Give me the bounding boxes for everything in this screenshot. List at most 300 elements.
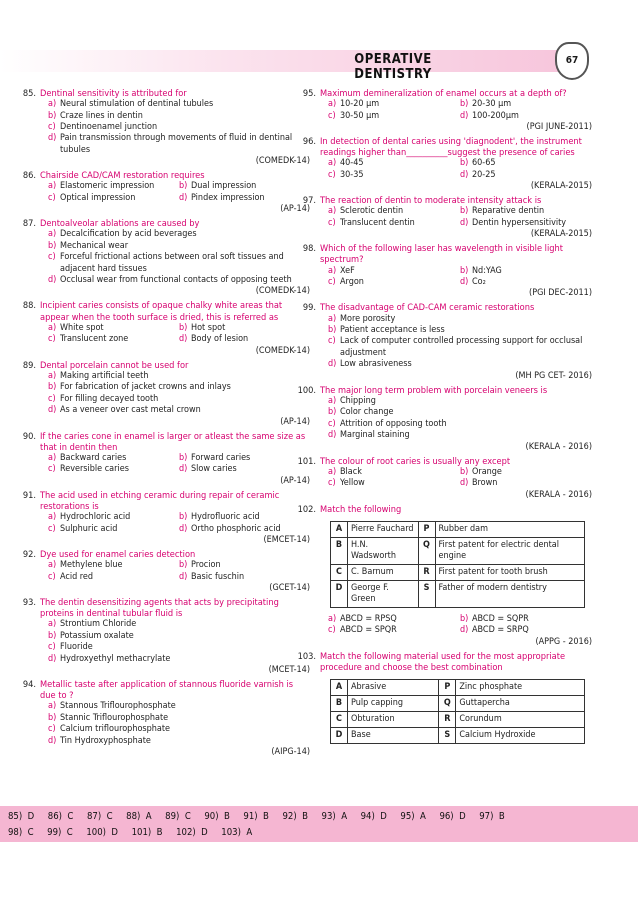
option xyxy=(48,572,179,583)
question-item xyxy=(22,218,310,297)
match-cell: B xyxy=(331,695,348,711)
option-text: Chipping xyxy=(340,395,376,406)
option xyxy=(48,654,310,665)
option xyxy=(48,512,179,523)
question-item xyxy=(22,489,310,546)
match-row xyxy=(331,564,585,580)
option xyxy=(460,467,592,478)
option xyxy=(48,642,310,653)
option xyxy=(460,478,592,489)
option-text: Pindex impression xyxy=(191,192,265,203)
option-letter: a) xyxy=(48,619,57,630)
option xyxy=(48,560,179,571)
option-letter: d) xyxy=(460,277,469,288)
question-number: 101. xyxy=(297,455,316,467)
question-source: (KERALA-2015) xyxy=(530,229,592,240)
options xyxy=(48,371,310,417)
option xyxy=(48,405,310,416)
option xyxy=(179,334,310,345)
option xyxy=(328,359,592,370)
options xyxy=(328,614,592,637)
option xyxy=(460,111,592,122)
option-text: ABCD = SQPR xyxy=(472,613,529,624)
option-text: Forceful frictional actions between oral soft tissues and adjacent hard tissues xyxy=(60,252,284,274)
question-text: Match the following xyxy=(320,503,402,515)
question-item xyxy=(22,88,310,167)
question-source: (COMEDK-14) xyxy=(255,345,310,356)
option-letter: b) xyxy=(328,325,337,336)
option-letter: d) xyxy=(179,571,188,582)
question-number: 102. xyxy=(297,503,316,515)
question-item xyxy=(22,548,310,594)
option-text: Hot spot xyxy=(191,322,226,333)
question-text: Incipient caries consists of opaque chalky white areas that appear when the tooth surface is dried, this is referred as xyxy=(40,300,283,323)
question-text: Chairside CAD/CAM restoration requires xyxy=(40,170,205,182)
option xyxy=(179,181,310,192)
option-letter: a) xyxy=(328,395,337,406)
option xyxy=(460,266,592,277)
option-row xyxy=(328,218,592,229)
question-source: (AP-14) xyxy=(280,475,310,486)
question-text: Maximum demineralization of enamel occurs at a depth of? xyxy=(320,88,567,99)
options xyxy=(328,467,592,490)
option-text: Hydroxyethyl methacrylate xyxy=(60,653,171,664)
header-bar xyxy=(0,50,560,72)
option xyxy=(48,619,310,630)
option xyxy=(48,99,310,110)
option-text: For fabrication of jacket crowns and inlays xyxy=(60,382,231,393)
option-letter: a) xyxy=(328,206,337,217)
question-text: The acid used in etching ceramic during repair of ceramic restorations is xyxy=(40,489,280,512)
question-text: Dye used for enamel caries detection xyxy=(40,548,196,560)
question-number: 90. xyxy=(22,430,36,442)
option-text: Argon xyxy=(340,277,364,288)
option-letter: b) xyxy=(179,512,188,523)
option-letter: b) xyxy=(179,452,188,463)
option-letter: b) xyxy=(460,466,469,477)
question-source: (COMEDK-14) xyxy=(255,286,310,297)
option-letter: a) xyxy=(48,181,57,192)
option-letter: c) xyxy=(48,571,56,582)
option-letter: b) xyxy=(179,560,188,571)
option-row xyxy=(48,572,310,583)
question-source: (AIPG-14) xyxy=(271,747,310,758)
match-cell: Abrasive xyxy=(348,679,439,695)
question-number: 96. xyxy=(302,136,316,148)
option-text: Slow caries xyxy=(191,464,237,475)
question-source: (KERALA-2015) xyxy=(530,181,592,192)
question-text: In detection of dental caries using 'diagnodent', the instrument readings higher than__________suggest the presence of caries xyxy=(320,136,582,159)
option-text: Yellow xyxy=(340,478,365,489)
question-number: 99. xyxy=(302,302,316,314)
match-cell: Base xyxy=(348,727,439,743)
option-row xyxy=(328,99,592,110)
question-text: The disadvantage of CAD-CAM ceramic restorations xyxy=(320,302,535,314)
match-cell: Corundum xyxy=(456,711,585,727)
option-letter: a) xyxy=(328,158,337,169)
options xyxy=(48,99,310,156)
option-text: Dentinoenamel junction xyxy=(60,122,158,133)
match-cell: C xyxy=(331,711,348,727)
option xyxy=(48,524,179,535)
option-letter: d) xyxy=(48,133,57,144)
options xyxy=(48,560,310,583)
option-letter: c) xyxy=(48,642,56,653)
option-text: 30-35 xyxy=(340,169,364,180)
option-letter: a) xyxy=(48,512,57,523)
option-text: Brown xyxy=(472,478,498,489)
option xyxy=(328,614,460,625)
option-letter: a) xyxy=(328,466,337,477)
question-item xyxy=(22,300,310,356)
option-text: Hydrochloric acid xyxy=(60,512,131,523)
option-text: Orange xyxy=(472,466,502,477)
match-cell: Pierre Fauchard xyxy=(348,521,419,537)
option-text: Calcium triflourophosphate xyxy=(60,724,171,735)
options xyxy=(48,619,310,665)
match-cell: A xyxy=(331,679,348,695)
option xyxy=(460,277,592,288)
option-text: Backward caries xyxy=(60,452,127,463)
option-text: Co₂ xyxy=(472,277,486,288)
option-letter: d) xyxy=(328,359,337,370)
option-row xyxy=(48,560,310,571)
option-text: Procion xyxy=(191,560,221,571)
match-cell: B xyxy=(331,537,348,564)
option-text: Body of lesion xyxy=(191,334,249,345)
option xyxy=(48,275,310,286)
option xyxy=(328,396,592,407)
question-item xyxy=(297,384,592,453)
option xyxy=(328,158,460,169)
question-item xyxy=(302,302,592,381)
question-text: The reaction of dentin to moderate intensity attack is xyxy=(320,195,542,207)
question-item xyxy=(297,503,592,648)
option-letter: d) xyxy=(48,275,57,286)
question-source: (EMCET-14) xyxy=(263,534,310,545)
question-text: Match the following material used for the most appropriate procedure and choose the best combination xyxy=(320,650,566,673)
option-letter: c) xyxy=(328,478,336,489)
option-row xyxy=(328,206,592,217)
options xyxy=(48,323,310,346)
option-text: Fluoride xyxy=(60,642,93,653)
right-column xyxy=(297,88,592,750)
question-number: 94. xyxy=(22,679,36,691)
question-number: 95. xyxy=(302,88,316,99)
left-column xyxy=(22,88,310,761)
option-letter: d) xyxy=(460,217,469,228)
question-number: 86. xyxy=(22,170,36,182)
match-cell: Q xyxy=(418,537,435,564)
question-text: Dental porcelain cannot be used for xyxy=(40,359,189,371)
option-text: Dentin hypersensitivity xyxy=(472,217,567,228)
option-text: Neural stimulation of dentinal tubules xyxy=(60,99,214,110)
option-letter: c) xyxy=(48,334,56,345)
option-letter: a) xyxy=(328,265,337,276)
question-item xyxy=(302,88,592,133)
option xyxy=(179,560,310,571)
options xyxy=(48,181,310,204)
match-cell: P xyxy=(439,679,456,695)
match-table xyxy=(330,521,585,608)
options xyxy=(328,396,592,442)
question-item xyxy=(22,359,310,428)
option xyxy=(460,218,592,229)
match-table xyxy=(330,679,585,744)
option-letter: c) xyxy=(328,625,336,636)
option-letter: a) xyxy=(48,560,57,571)
question-number: 89. xyxy=(22,359,36,371)
option-text: Reparative dentin xyxy=(472,206,545,217)
question-text: The dentin desensitizing agents that acts by precipitating proteins in dentinal tubular fluid is xyxy=(40,596,279,620)
option xyxy=(48,631,310,642)
option-text: 20-30 µm xyxy=(472,99,512,110)
question-item xyxy=(302,136,592,192)
match-cell: Rubber dam xyxy=(435,521,585,537)
option-letter: d) xyxy=(460,478,469,489)
question-item xyxy=(302,195,592,240)
option-row xyxy=(48,181,310,192)
option xyxy=(328,336,592,359)
option-text: Low abrasiveness xyxy=(340,359,412,370)
option-letter: a) xyxy=(48,322,57,333)
option xyxy=(179,572,310,583)
option xyxy=(328,218,460,229)
question-text: The colour of root caries is usually any except xyxy=(320,455,511,467)
option-text: ABCD = SRPQ xyxy=(472,625,529,636)
option xyxy=(460,99,592,110)
option xyxy=(48,111,310,122)
option-text: Sclerotic dentin xyxy=(340,206,404,217)
option-text: ABCD = SPQR xyxy=(340,625,397,636)
option-letter: b) xyxy=(48,630,57,641)
option-text: XeF xyxy=(340,265,355,276)
option xyxy=(48,229,310,240)
option-letter: c) xyxy=(328,418,336,429)
option-text: Patient acceptance is less xyxy=(340,325,445,336)
option-row xyxy=(328,478,592,489)
option-letter: b) xyxy=(460,99,469,110)
option xyxy=(328,407,592,418)
match-cell: D xyxy=(331,727,348,743)
match-cell: Zinc phosphate xyxy=(456,679,585,695)
question-number: 103. xyxy=(297,650,316,662)
option-letter: c) xyxy=(328,336,336,347)
options xyxy=(48,512,310,535)
option xyxy=(48,122,310,133)
options xyxy=(48,701,310,747)
question-source: (KERALA - 2016) xyxy=(525,489,592,500)
option-text: Occlusal wear from functional contacts of opposing teeth xyxy=(60,275,292,286)
match-cell: Calcium Hydroxide xyxy=(456,727,585,743)
option-letter: c) xyxy=(48,192,56,203)
options xyxy=(328,206,592,229)
option-letter: c) xyxy=(328,169,336,180)
option-text: Stannic Triflourophosphate xyxy=(60,712,169,723)
question-number: 98. xyxy=(302,243,316,255)
option xyxy=(48,464,179,475)
option-row xyxy=(48,512,310,523)
option-row xyxy=(328,625,592,636)
option-letter: b) xyxy=(48,110,57,121)
question-number: 97. xyxy=(302,195,316,207)
match-cell: R xyxy=(439,711,456,727)
option-letter: b) xyxy=(460,206,469,217)
option xyxy=(328,277,460,288)
question-number: 100. xyxy=(297,384,316,396)
option-text: Optical impression xyxy=(60,192,136,203)
question-source: (GCET-14) xyxy=(269,582,310,593)
option-text: White spot xyxy=(60,322,104,333)
option-text: Nd:YAG xyxy=(472,265,502,276)
option-letter: c) xyxy=(48,523,56,534)
answer-row-2: 98) C 99) C 100) D 101) B 102) D 103) A xyxy=(8,827,253,838)
question-number: 88. xyxy=(22,300,36,312)
option-text: Strontium Chloride xyxy=(60,619,137,630)
question-item xyxy=(22,430,310,487)
option xyxy=(328,266,460,277)
option-letter: a) xyxy=(328,313,337,324)
option-letter: d) xyxy=(179,334,188,345)
option-row xyxy=(48,524,310,535)
option xyxy=(48,736,310,747)
match-cell: Pulp capping xyxy=(348,695,439,711)
match-cell: First patent for tooth brush xyxy=(435,564,585,580)
option-text: Marginal staining xyxy=(340,430,410,441)
option xyxy=(460,625,592,636)
option-text: 30-50 µm xyxy=(340,110,380,121)
question-source: (MCET-14) xyxy=(268,665,310,676)
option-letter: b) xyxy=(179,322,188,333)
option-text: Making artificial teeth xyxy=(60,370,149,381)
option xyxy=(328,478,460,489)
option-letter: b) xyxy=(48,382,57,393)
option-text: 10-20 µm xyxy=(340,99,380,110)
question-text: The major long term problem with porcelain veneers is xyxy=(320,384,548,396)
option-row xyxy=(328,614,592,625)
match-cell: S xyxy=(439,727,456,743)
option-row xyxy=(48,453,310,464)
option-text: Black xyxy=(340,466,362,477)
match-cell: R xyxy=(418,564,435,580)
match-row xyxy=(331,727,585,743)
question-text: Which of the following laser has wavelength in visible light spectrum? xyxy=(320,243,563,266)
option-letter: a) xyxy=(48,701,57,712)
option-text: Elastomeric impression xyxy=(60,181,155,192)
option-letter: d) xyxy=(179,523,188,534)
question-item xyxy=(297,650,592,744)
option xyxy=(328,467,460,478)
option-row xyxy=(328,111,592,122)
option xyxy=(48,382,310,393)
question-number: 87. xyxy=(22,218,36,230)
option xyxy=(48,133,310,156)
option-letter: c) xyxy=(48,724,56,735)
option-text: Mechanical wear xyxy=(60,240,129,251)
option-text: Forward caries xyxy=(191,452,251,463)
option-letter: d) xyxy=(460,169,469,180)
option-row xyxy=(48,193,310,204)
option-text: Craze lines in dentin xyxy=(60,110,143,121)
option-letter: b) xyxy=(179,181,188,192)
question-text: Dentinal sensitivity is attributed for xyxy=(40,88,187,99)
option xyxy=(460,614,592,625)
option-text: Attrition of opposing tooth xyxy=(340,418,447,429)
option-letter: b) xyxy=(460,158,469,169)
options xyxy=(48,453,310,476)
option-letter: c) xyxy=(328,217,336,228)
question-number: 93. xyxy=(22,596,36,608)
question-item xyxy=(22,170,310,215)
option xyxy=(328,99,460,110)
answer-key xyxy=(0,806,638,842)
option-letter: b) xyxy=(460,265,469,276)
question-source: (AP-14) xyxy=(280,204,310,215)
option xyxy=(48,193,179,204)
question-text: If the caries cone in enamel is larger or atleast the same size as that in dentin then xyxy=(40,430,306,453)
option-letter: a) xyxy=(328,613,337,624)
option xyxy=(48,241,310,252)
option-letter: a) xyxy=(328,99,337,110)
option-row xyxy=(48,334,310,345)
match-row xyxy=(331,580,585,607)
match-row xyxy=(331,537,585,564)
option xyxy=(328,625,460,636)
option-text: For filling decayed tooth xyxy=(60,393,159,404)
option-letter: c) xyxy=(48,122,56,133)
option xyxy=(328,430,592,441)
option-text: Pain transmission through movements of fluid in dentinal tubules xyxy=(60,133,293,155)
match-cell: D xyxy=(331,580,348,607)
option-letter: a) xyxy=(48,229,57,240)
options xyxy=(48,229,310,286)
option-text: Potassium oxalate xyxy=(60,630,134,641)
options xyxy=(328,314,592,371)
match-cell: Father of modern dentistry xyxy=(435,580,585,607)
match-cell: C xyxy=(331,564,348,580)
match-row xyxy=(331,695,585,711)
match-cell: S xyxy=(418,580,435,607)
question-source: (PGI DEC-2011) xyxy=(529,288,592,299)
option-letter: c) xyxy=(328,110,336,121)
option-text: Tin Hydroxyphosphate xyxy=(60,735,151,746)
option-letter: d) xyxy=(460,110,469,121)
option xyxy=(328,170,460,181)
option xyxy=(48,181,179,192)
question-text: Metallic taste after application of stannous fluoride varnish is due to ? xyxy=(40,679,294,702)
match-cell: Guttapercha xyxy=(456,695,585,711)
question-source: (MH PG CET- 2016) xyxy=(515,370,592,381)
option xyxy=(328,325,592,336)
question-source: (KERALA - 2016) xyxy=(525,441,592,452)
match-row xyxy=(331,711,585,727)
option xyxy=(48,701,310,712)
answer-row-1: 85) D 86) C 87) C 88) A 89) C 90) B 91) B 92) B 93) A 94) D 95) A 96) D 97) B xyxy=(8,811,505,822)
option xyxy=(328,206,460,217)
option-row xyxy=(48,323,310,334)
match-cell: Q xyxy=(439,695,456,711)
match-cell: George F. Green xyxy=(348,580,419,607)
options xyxy=(328,99,592,122)
question-source: (AP-14) xyxy=(280,416,310,427)
option xyxy=(328,111,460,122)
option-letter: d) xyxy=(48,405,57,416)
option-text: Hydrofluoric acid xyxy=(191,512,260,523)
option xyxy=(328,314,592,325)
option-text: Color change xyxy=(340,407,394,418)
page-number: 67 xyxy=(565,55,579,66)
option xyxy=(328,419,592,430)
